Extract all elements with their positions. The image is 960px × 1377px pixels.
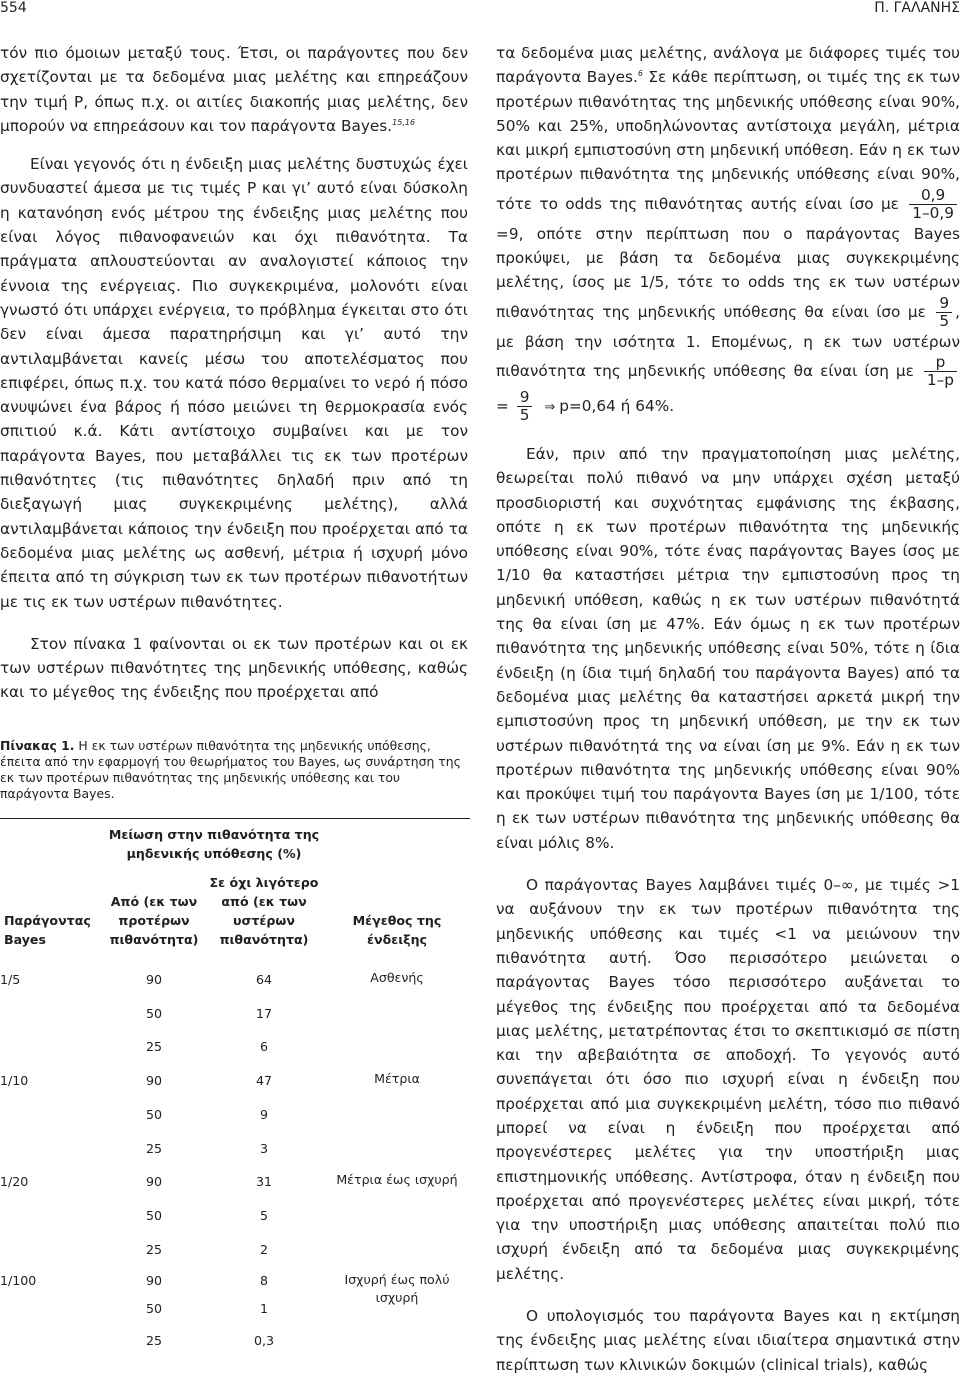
table-cell [0, 1131, 104, 1165]
table-cell [324, 1323, 470, 1357]
table-cell: Ισχυρή έως πολύ ισχυρή [344, 1271, 450, 1305]
table-cell [324, 996, 470, 1030]
fraction-numerator: 9 [936, 295, 952, 313]
paragraph: Στον πίνακα 1 φαίνονται οι εκ των προτέρων και οι εκ των υστέρων πιθανότητες της μηδενικής υπόθεσης, καθώς και το μέγεθος της ένδειξης που προέρχεται από [0, 634, 468, 702]
table-cell: 2 [259, 1241, 268, 1257]
table-cell: 5 [259, 1207, 268, 1223]
column-header-evidence-size: Μέγεθος της ένδειξης [324, 818, 470, 963]
table-cell [0, 1097, 104, 1131]
citation-ref: 15,16 [392, 117, 416, 127]
column-header-posterior: Σε όχι λιγότερο από (εκ των υστέρων πιθανότητα) [209, 874, 319, 947]
table-cell: 47 [255, 1073, 273, 1089]
column-header-bayes-factor: Παράγοντας Bayes [0, 818, 104, 963]
table-row [0, 1165, 470, 1199]
table-cell: 90 [145, 1272, 163, 1288]
page-number: 554 [0, 0, 27, 16]
fraction-denominator: 1–p [926, 370, 954, 389]
table-cell: 64 [255, 972, 273, 988]
table-cell: Μέτρια [374, 1070, 420, 1086]
table-row [0, 1199, 470, 1233]
table-cell [0, 996, 104, 1030]
column-group-header: Μείωση στην πιθανότητα της μηδενικής υπόθεσης (%) [104, 818, 324, 863]
table-cell [0, 1030, 104, 1064]
left-column [0, 41, 468, 1357]
paragraph [496, 41, 960, 424]
paragraph [0, 41, 468, 138]
paragraph: Εάν, πριν από την πραγματοποίηση μιας μελέτης, θεωρείται πολύ πιθανό να μην υπάρχει σχέση μεταξύ προσδιοριστή και συχνότητας εμφάνισης της έκβασης, οπότε η εκ των προτέρων πιθανότητα της μηδενικής υπόθεσης είναι 90%, τότε ένας παράγοντας Bayes ίσος με 1/10 θα καταστήσει μέτρια την εμπιστοσύνη προς τη μηδενική υπόθεση, καθώς η εκ των υστέρων πιθανότητά της θα είναι ίση με 47%. Εάν όμως η εκ των προτέρων πιθανότητα της μηδενικής υπόθεσης είναι 50%, τότε η ίδια ένδειξη (η ίδια τιμή δηλαδή του παράγοντα Bayes) από τα δεδομένα μιας μελέτης θα καταστήσει αρκετά μικρή την εμπιστοσύνη προς τη μηδενική υπόθεση, με την εκ των υστέρων πιθανότητά της να είναι ίση με 9%. Εάν η εκ των προτέρων πιθανότητα της μηδενικής υπόθεσης είναι 90% και προκύψει τιμή του παράγοντα Bayes ίση με 1/100, τότε η εκ των υστέρων πιθανότητα της μηδενικής υπόθεσης θα είναι μόλις 8%. [496, 444, 960, 852]
table-cell: 1/100 [0, 1272, 37, 1288]
table-cell [324, 1199, 470, 1233]
table-cell: 50 [145, 1207, 163, 1223]
table-row [0, 1097, 470, 1131]
fraction-numerator: 9 [517, 389, 533, 407]
table-cell [324, 1097, 470, 1131]
fraction-denominator: 1–0,9 [912, 203, 954, 222]
table-row [0, 1266, 470, 1295]
table-cell: 50 [145, 1301, 163, 1317]
fraction-numerator: 0,9 [909, 187, 957, 205]
paragraph: Ο υπολογισμός του παράγοντα Bayes και η εκτίμηση της ένδειξης μιας μελέτης είναι ιδιαίτερα σημαντικά στην περίπτωση των κλινικών δοκιμών (clinical trials), καθώς [496, 1307, 960, 1374]
paragraph: Είναι γεγονός ότι η ένδειξη μιας μελέτης δυστυχώς έχει συνδυαστεί άμεσα με τις τιμές P και γι’ αυτό είναι δύσκολη η κατανόηση ενός μέτρου της ένδειξης μιας μελέτης που είναι λόγος πιθανοφανειών και όχι πιθανότητα. Τα πράγματα απλουστεύονται αν αναλογιστεί κάποιος την έννοια της ενέργειας. Πιο συγκεκριμένα, μολονότι είναι γνωστό ότι υπάρχει ενέργεια, το πρόβλημα έγκειται στο ότι δεν είναι άμεσα παρατηρήσιμη και γι’ αυτό την αντιλαμβάνεται κανείς μέσω του αποτελέσματος που επιφέρει, όπως π.χ. του κατά πόσο θερμαίνει το νερό ή πόσο ανυψώνει ένα βάρος ή πόσο μειώνει τη θερμοκρασία ενός σπιτιού κ.ά. Κάτι αντίστοιχο συμβαίνει και με τον παράγοντα Bayes, που μεταβάλλει τις εκ των προτέρων πιθανότητες (τις πιθανότητες δηλαδή πριν από τη διεξαγωγή μιας συγκεκριμένης μελέτης), αλλά αντιλαμβάνεται κάποιος την ένδειξη που προέρχεται από τα δεδομένα μιας μελέτης ως ασθενή, μέτρια ή ισχυρή μόνο έπειτα από τη σύγκριση των εκ των προτέρων πιθανοτήτων με τις εκ των υστέρων πιθανότητες. [0, 155, 468, 611]
table-row [0, 1064, 470, 1098]
table-cell: 25 [145, 1332, 163, 1348]
fraction-posterior-odds [936, 295, 952, 330]
fraction-denominator: 5 [519, 405, 530, 424]
right-column [496, 41, 960, 1377]
paragraph-text: , οπότε στην περίπτωση που ο παράγοντας Bayes προκύψει, με βάση τα δεδομένα μιας συγκεκριμένης μελέτης, ίσος με 1/5, τότε το odds της εκ των υστέρων πιθανότητας της μηδενικής υπόθεσης θα είναι ίσο με [496, 224, 960, 321]
paragraph: Ο παράγοντας Bayes λαμβάνει τιμές 0–∞, με τιμές >1 να αυξάνουν την εκ των προτέρων πιθανότητα της μηδενικής υπόθεσης και τιμές <1 να μειώνουν την πιθανότητα αυτή. Όσο περισσότερο μειώνεται ο παράγοντας Bayes τόσο περισσότερο αυξάνεται το μέγεθος της ένδειξης που προέρχεται από τα δεδομένα μιας μελέτης, μετατρέποντας έτσι το σκεπτικισμό σε πίστη και την αβεβαιότητα σε αποδοχή. Το γεγονός αυτό συνεπάγεται ότι όσο πιο ισχυρή είναι η ένδειξη που προέρχεται από μια συγκεκριμένη μελέτη, τόσο πιο πιθανό μπορεί να είναι η ένδειξη που προέρχεται από προγενέστερες μελέτες για την υποστήριξη μιας επιστημονικής υπόθεσης. Αντίστροφα, όταν η ένδειξη που προέρχεται από προγενέστερες μελέτες είναι μικρή, τότε για την υποστήριξη μιας υπόθεσης απαιτείται πολύ πιο ισχυρή ένδειξη από τα δεδομένα μιας συγκεκριμένης μελέτης. [496, 876, 960, 1283]
table-cell: 31 [255, 1174, 273, 1190]
table-caption-text: Η εκ των υστέρων πιθανότητα της μηδενικής υπόθεσης, έπειτα από την εφαρμογή του θεωρήματος του Bayes, ως συνάρτηση της εκ των προτέρων πιθανότητας της μηδενικής υπόθεσης και του παράγοντα Bayes. [0, 737, 461, 801]
table-cell: 0,3 [253, 1332, 275, 1348]
bayes-table [0, 818, 470, 1357]
table-cell: 90 [145, 1174, 163, 1190]
equals-sign: = [496, 396, 509, 415]
running-header-author: Π. ΓΑΛΑΝΗΣ [874, 0, 960, 16]
table-cell: 25 [145, 1140, 163, 1156]
table-cell [0, 1295, 104, 1324]
table-row [0, 1030, 470, 1064]
table-cell [0, 1232, 104, 1266]
table-cell [0, 1323, 104, 1357]
table-cell [324, 1030, 470, 1064]
table-cell: 17 [255, 1005, 273, 1021]
table-cell [0, 1199, 104, 1233]
table-row [0, 1323, 470, 1357]
fraction-nine-fifths [517, 389, 533, 424]
table-row [0, 996, 470, 1030]
fraction-odds [909, 187, 957, 222]
table-cell: 90 [145, 972, 163, 988]
table-row [0, 1131, 470, 1165]
table-cell: 90 [145, 1073, 163, 1089]
equation-result: p=0,64 ή 64%. [559, 396, 675, 415]
table-cell [324, 1131, 470, 1165]
table-cell: 9 [259, 1106, 268, 1122]
fraction-p [924, 354, 957, 389]
table-cell [324, 1232, 470, 1266]
table-cell: 50 [145, 1106, 163, 1122]
fraction-denominator: 5 [939, 311, 950, 330]
citation-ref: 6 [637, 69, 643, 79]
table-cell: 1/5 [0, 972, 21, 988]
column-header-prior: Από (εκ των προτέρων πιθανότητα) [109, 893, 199, 947]
table-cell: 25 [145, 1039, 163, 1055]
fraction-numerator: p [924, 354, 957, 372]
table-caption [0, 738, 468, 802]
table-cell: 3 [259, 1140, 268, 1156]
paragraph-text: Σε κάθε περίπτωση, οι τιμές της εκ των προτέρων πιθανότητας της μηδενικής υπόθεσης είναι 90%, 50% και 25%, υποδηλώνοντας αντίστοιχα μεγάλη, μέτρια και μικρή εμπιστοσύνη στη μηδενική υπόθεση. Εάν η εκ των προτέρων πιθανότητα της μηδενικής υπόθεσης είναι 90%, τότε το odds της πιθανότητας αυτής είναι ίσο με [496, 68, 960, 213]
table-cell: Μέτρια έως ισχυρή [336, 1171, 458, 1187]
equation-text: =9 [496, 224, 519, 243]
table-cell: 50 [145, 1005, 163, 1021]
implies-arrow: ⇒ [544, 399, 556, 415]
table-cell: 25 [145, 1241, 163, 1257]
table-caption-label: Πίνακας 1. [0, 737, 75, 753]
paragraph-text: τα δεδομένα μιας μελέτης, ανάλογα με διάφορες τιμές του παράγοντα Bayes. [496, 44, 960, 87]
paragraph-text: τόν πιο όμοιων μεταξύ τους. Έτσι, οι παράγοντες που δεν σχετίζονται με τα δεδομένα μιας μελέτης και επηρεάζουν την τιμή P, όπως π.χ. οι αιτίες διακοπής μιας μελέτης, δεν μπορούν να επηρεάσουν και τον παράγοντα Bayes. [0, 44, 468, 135]
table-cell: Ασθενής [370, 969, 424, 985]
table-cell: 8 [259, 1272, 268, 1288]
paragraph-text: , με βάση την ισότητα 1. Επομένως, η εκ των υστέρων πιθανότητα της μηδενικής υπόθεσης θα είναι ίση με [496, 302, 960, 380]
table-cell: 1 [259, 1301, 268, 1317]
table-cell: 1/20 [0, 1174, 29, 1190]
table-cell: 1/10 [0, 1073, 29, 1089]
table-row [0, 963, 470, 997]
table-row [0, 1232, 470, 1266]
table-cell: 6 [259, 1039, 268, 1055]
